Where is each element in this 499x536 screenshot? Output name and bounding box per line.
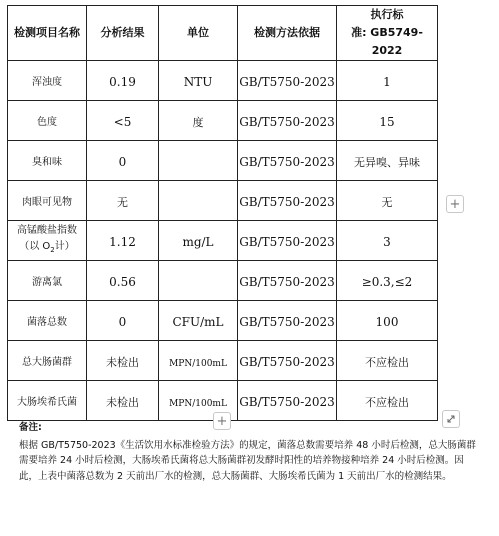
item-name-line1: 高锰酸盐指数	[17, 225, 77, 236]
method-value: GB/T5750-2023	[239, 315, 335, 329]
method-value: GB/T5750-2023	[239, 275, 335, 289]
standard-value: 3	[383, 235, 391, 249]
water-quality-table	[7, 5, 438, 421]
standard-value: 100	[375, 315, 399, 329]
standard-value: ≥0.3,≤2	[361, 275, 413, 289]
method-value: GB/T5750-2023	[239, 395, 335, 409]
item-name	[17, 223, 77, 258]
result-value: 未检出	[106, 396, 139, 409]
result-value: 0	[118, 315, 127, 329]
note-section	[19, 420, 479, 484]
item-name: 浑浊度	[32, 77, 62, 88]
result-value: <5	[113, 115, 132, 129]
table-row	[8, 221, 438, 261]
unit-value: 度	[192, 116, 204, 129]
item-name-line2: （以 O	[19, 241, 51, 252]
header-standard-line1: 执行标	[370, 8, 404, 21]
standard-value: 1	[383, 75, 391, 89]
result-value: 0.19	[109, 75, 136, 89]
unit-value: MPN/100mL	[169, 359, 227, 369]
table-row	[8, 181, 438, 221]
standard-value: 无	[381, 196, 393, 209]
note-body: 根据 GB/T5750-2023《生活饮用水标准检验方法》的规定，菌落总数需要培养 48 小时后检测，总大肠菌群需要培养 24 小时后检测，大肠埃希氏菌将总大肠菌群初发酵时阳性的培养物接种培养 24 小时后检测。因此，上表中菌落总数为 2 天前出厂水的检测，总大肠菌群、大肠埃希氏菌为 1 天前出厂水的检测结果。	[19, 439, 476, 482]
add-column-button[interactable]: +	[446, 195, 464, 213]
method-value: GB/T5750-2023	[239, 75, 335, 89]
item-name: 菌落总数	[27, 317, 67, 328]
result-value: 0.56	[109, 275, 136, 289]
result-value: 无	[117, 196, 128, 209]
header-method: 检测方法依据	[238, 6, 337, 61]
item-name: 游离氯	[32, 277, 62, 288]
item-name: 臭和味	[32, 157, 62, 168]
header-standard-line2: 准: GB5749-2022	[351, 26, 423, 57]
unit-value: NTU	[183, 75, 213, 89]
table-row	[8, 301, 438, 341]
method-value: GB/T5750-2023	[239, 115, 335, 129]
method-value: GB/T5750-2023	[239, 155, 335, 169]
result-value: 未检出	[106, 356, 139, 369]
table-row	[8, 101, 438, 141]
unit-value: mg/L	[182, 235, 214, 249]
unit-value: CFU/mL	[172, 315, 224, 329]
table-row	[8, 141, 438, 181]
table-row	[8, 261, 438, 301]
item-name: 色度	[37, 117, 57, 128]
item-name-subscript: 2	[50, 246, 55, 254]
header-unit: 单位	[159, 6, 238, 61]
header-result: 分析结果	[87, 6, 159, 61]
note-title: 备注:	[19, 422, 42, 433]
standard-value: 不应检出	[365, 396, 409, 409]
standard-value: 无异嗅、异味	[354, 156, 420, 169]
item-name: 总大肠菌群	[22, 357, 72, 368]
unit-value: MPN/100mL	[169, 399, 227, 409]
method-value: GB/T5750-2023	[239, 355, 335, 369]
item-name: 大肠埃希氏菌	[17, 397, 77, 408]
result-value: 0	[118, 155, 127, 169]
standard-value: 不应检出	[365, 356, 409, 369]
table-header-row	[8, 6, 438, 61]
result-value: 1.12	[109, 235, 136, 249]
header-item-name: 检测项目名称	[8, 6, 87, 61]
item-name-line2-end: 计）	[54, 241, 75, 252]
method-value: GB/T5750-2023	[239, 195, 335, 209]
header-standard	[337, 6, 438, 61]
method-value: GB/T5750-2023	[239, 235, 335, 249]
table-row	[8, 341, 438, 381]
item-name: 肉眼可见物	[22, 197, 72, 208]
add-row-button[interactable]: +	[213, 412, 231, 430]
table-row	[8, 61, 438, 101]
standard-value: 15	[379, 115, 395, 129]
